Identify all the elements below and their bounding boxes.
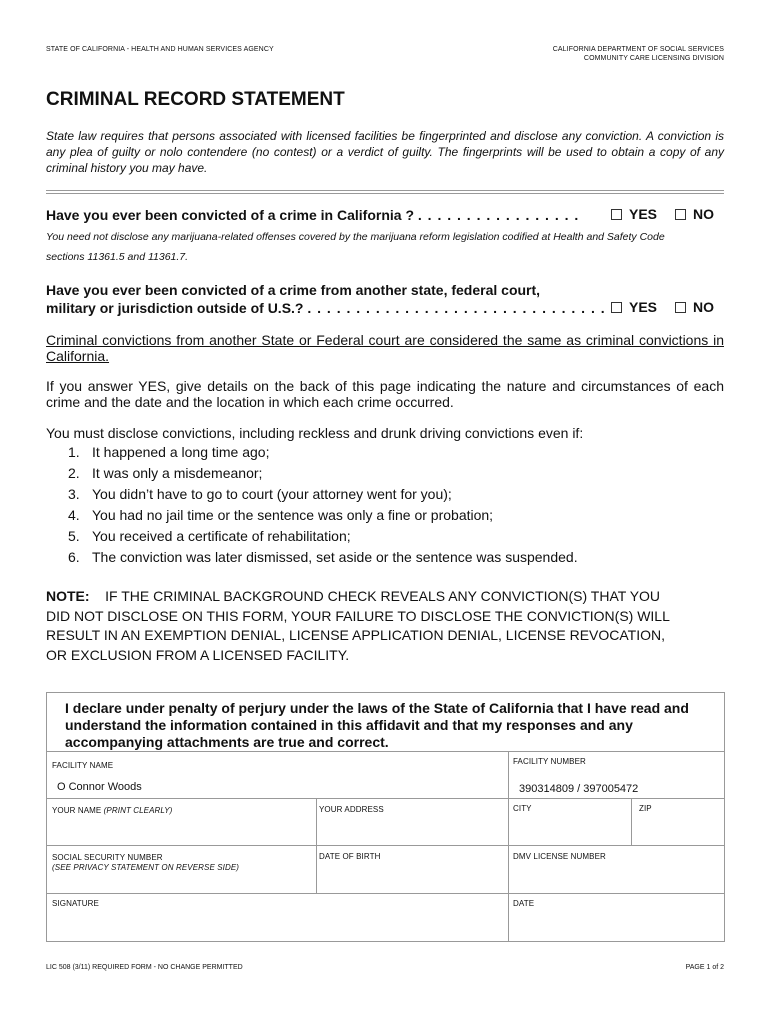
list-item: 1. It happened a long time ago; [68,444,270,460]
list-item: 3. You didn’t have to go to court (your attorney went for you); [68,486,452,502]
city-label: CITY [513,804,532,813]
facility-number-label: FACILITY NUMBER [513,757,586,766]
signature-field[interactable] [46,893,508,942]
q2-no-checkbox[interactable] [675,302,686,313]
list-item: 4. You had no jail time or the sentence was only a fine or probation; [68,507,494,523]
question-other-jurisdiction [46,281,606,317]
note-line3: RESULT IN AN EXEMPTION DENIAL, LICENSE APPLICATION DENIAL, LICENSE REVOCATION, [46,627,666,643]
q2-no-option[interactable] [675,299,714,315]
out-of-state-statement: Criminal convictions from another State or Federal court are considered the same as criminal convictions in California. [46,332,724,364]
note-line2: DID NOT DISCLOSE ON THIS FORM, YOUR FAILURE TO DISCLOSE THE CONVICTION(S) WILL [46,607,670,624]
facility-name-label: FACILITY NAME [52,761,114,770]
perjury-declaration: I declare under penalty of perjury under the laws of the State of California that I have read and understand the information contained in this affidavit and that my responses and any accompanying attachments are true and correct. [65,700,689,750]
your-address-label: YOUR ADDRESS [319,805,384,814]
question-california [46,206,579,224]
city-field[interactable] [508,798,631,845]
dmv-license-field[interactable] [508,845,725,893]
note-line1: IF THE CRIMINAL BACKGROUND CHECK REVEALS ANY CONVICTION(S) THAT YOU [105,588,661,604]
q2-yes-option[interactable] [611,299,657,315]
your-name-field[interactable] [46,798,316,845]
zip-field[interactable] [631,798,725,845]
list-item: 2. It was only a misdemeanor; [68,465,263,481]
ssn-label: SOCIAL SECURITY NUMBER (SEE PRIVACY STATEMENT ON REVERSE SIDE) [52,853,240,872]
facility-number-field[interactable] [508,751,725,798]
agency-header: STATE OF CALIFORNIA - HEALTH AND HUMAN SERVICES AGENCY [46,46,274,53]
facility-number-value: 390314809 / 397005472 [519,783,639,795]
page-number: PAGE 1 of 2 [685,964,724,971]
q1-yes-checkbox[interactable] [611,209,622,220]
date-field[interactable] [508,893,725,942]
q2-no-label: NO [693,299,714,315]
divider [46,193,724,194]
warning-note [46,587,736,665]
your-name-label: YOUR NAME (PRINT CLEARLY) [52,806,173,815]
department-header [553,46,724,62]
q1-no-checkbox[interactable] [675,209,686,220]
ssn-field[interactable] [46,845,316,893]
marijuana-note-line1: You need not disclose any marijuana-related offenses covered by the marijuana reform legislation codified at Health and Safety Code [46,231,665,243]
signature-label: SIGNATURE [52,899,99,908]
date-of-birth-field[interactable] [316,845,508,893]
form-id-footer: LIC 508 (3/11) REQUIRED FORM - NO CHANGE PERMITTED [46,964,243,971]
conditions-list [68,442,578,568]
q1-yes-option[interactable] [611,206,657,222]
question-other-line1: Have you ever been convicted of a crime from another state, federal court, [46,282,541,298]
form-title: CRIMINAL RECORD STATEMENT [46,89,345,110]
date-label: DATE [513,899,535,908]
q1-no-label: NO [693,206,714,222]
facility-name-value: O Connor Woods [57,781,142,793]
intro-paragraph: State law requires that persons associated with licensed facilities be fingerprinted and disclose any conviction. A conviction is any plea of guilty or nolo contendere (no contest) or a verdict of guilty. The fingerprints will be used to obtain a copy of any criminal history you may have. [46,129,724,175]
note-line4: OR EXCLUSION FROM A LICENSED FACILITY. [46,646,350,663]
your-address-field[interactable] [316,798,508,845]
dob-label: DATE OF BIRTH [319,852,381,861]
note-label: NOTE: [46,588,90,604]
division-name: COMMUNITY CARE LICENSING DIVISION [583,55,724,62]
question-california-text: Have you ever been convicted of a crime in California ? [46,207,415,223]
q2-yes-checkbox[interactable] [611,302,622,313]
zip-label: ZIP [639,804,652,813]
leader-dots: . . . . . . . . . . . . . . . . . . . . . . . . . . . . . . . [307,300,606,316]
divider [46,190,724,191]
disclose-intro: You must disclose convictions, including reckless and drunk driving convictions even if: [46,425,584,441]
q1-yes-label: YES [629,206,658,222]
details-instructions: If you answer YES, give details on the back of this page indicating the nature and circumstances of each crime and the date and the location in which each crime occurred. [46,378,724,410]
department-name: CALIFORNIA DEPARTMENT OF SOCIAL SERVICES [552,46,724,53]
leader-dots: . . . . . . . . . . . . . . . . . [417,207,580,223]
marijuana-note-line2: sections 11361.5 and 11361.7. [46,251,189,263]
dmv-label: DMV LICENSE NUMBER [513,852,606,861]
list-item: 5. You received a certificate of rehabilitation; [68,528,351,544]
list-item: 6. The conviction was later dismissed, set aside or the sentence was suspended. [68,549,578,565]
facility-name-field[interactable] [46,751,508,798]
question-other-line2: military or jurisdiction outside of U.S.? [46,300,304,316]
q1-no-option[interactable] [675,206,714,222]
q2-yes-label: YES [629,299,658,315]
